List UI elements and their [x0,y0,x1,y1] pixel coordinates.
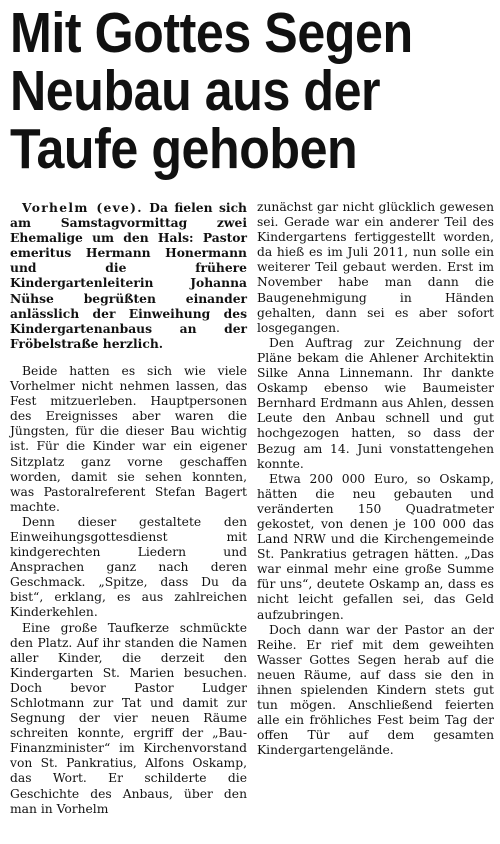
body-paragraph-4: zunächst gar nicht glücklich gewesen sei. Gerade war ein anderer Teil des Kindergartens fertiggestellt worden, da hieß es im Juli 2011, nun solle ein weiterer Teil gebaut werden. Erst im November habe man dann die Baugenehmigung in Händen gehalten, dann sei es aber sofort losgegangen. [257,200,494,335]
body-paragraph-2: Denn dieser gestaltete den Einweihungsgottesdienst mit kindgerechten Liedern und Ansprachen ganz nach deren Geschmack. „Spitze, dass Du da bist“, erklang, es aus zahlreichen Kinderkehlen. [10,514,247,620]
body-paragraph-6: Etwa 200 000 Euro, so Oskamp, hätten die neu gebauten und veränderten 150 Quadratmeter gekostet, von denen je 100 000 das Land NRW und die Kirchengemeinde St. Pankratius getragen hätten. „Das war einmal mehr eine große Summe für uns“, deutete Oskamp an, dass es nicht leicht gefallen sei, das Geld aufzubringen. [257,471,494,622]
article-columns [10,200,494,817]
headline [10,1,434,181]
column-right [257,200,494,817]
headline-line-1: Mit Gottes Segen [10,1,413,65]
lead-paragraph [10,200,247,351]
body-paragraph-3: Eine große Taufkerze schmückte den Platz. Auf ihr standen die Namen aller Kinder, die derzeit den Kindergarten St. Marien besuchen. Doch bevor Pastor Ludger Schlotmann zur Tat und damit zur Segnung der vier neuen Räume schreiten konnte, ergriff der „Bau-Finanzminister“ im Kirchenvorstand von St. Pankratius, Alfons Oskamp, das Wort. Er schilderte die Geschichte des Anbaus, über den man in Vorhelm [10,620,247,816]
body-paragraph-7: Doch dann war der Pastor an der Reihe. Er rief mit dem geweihten Wasser Gottes Segen herab auf die neuen Räume, auf dass sie den in ihnen spielenden Kindern stets gut tun mögen. Anschließend feierten alle ein fröhliches Fest beim Tag der offen Tür auf dem gesamten Kindergartengelände. [257,622,494,758]
headline-line-3: Taufe gehoben [10,117,358,181]
column-left [10,200,247,817]
body-paragraph-1: Beide hatten es sich wie viele Vorhelmer nicht nehmen lassen, das Fest mitzuerleben. Hauptpersonen des Ereignisses aber waren die Jüngsten, für die dieser Bau wichtig ist. Für die Kinder war ein eigener Sitzplatz ganz vorne geschaffen worden, damit sie sehen konnten, was Pastoralreferent Stefan Bagert machte. [10,363,247,514]
body-paragraph-5: Den Auftrag zur Zeichnung der Pläne bekam die Ahlener Architektin Silke Anna Linnemann. Ihr dankte Oskamp ebenso wie Baumeister Bernhard Erdmann aus Ahlen, dessen Leute den Anbau schnell und gut hochgezogen hatten, so dass der Bezug am 14. Juni vonstattengehen konnte. [257,335,494,471]
dateline: Vorhelm (eve). [22,200,143,215]
lead-text: Da fielen sich am Samstagvormittag zwei Ehemalige um den Hals: Pastor emeritus Hermann Honermann und die frühere Kindergartenleiterin Johanna Nühse begrüßten einander anlässlich der Einweihung des Kindergartenanbaus an der Fröbelstraße herzlich. [10,200,247,351]
headline-line-2: Neubau aus der [10,59,381,123]
